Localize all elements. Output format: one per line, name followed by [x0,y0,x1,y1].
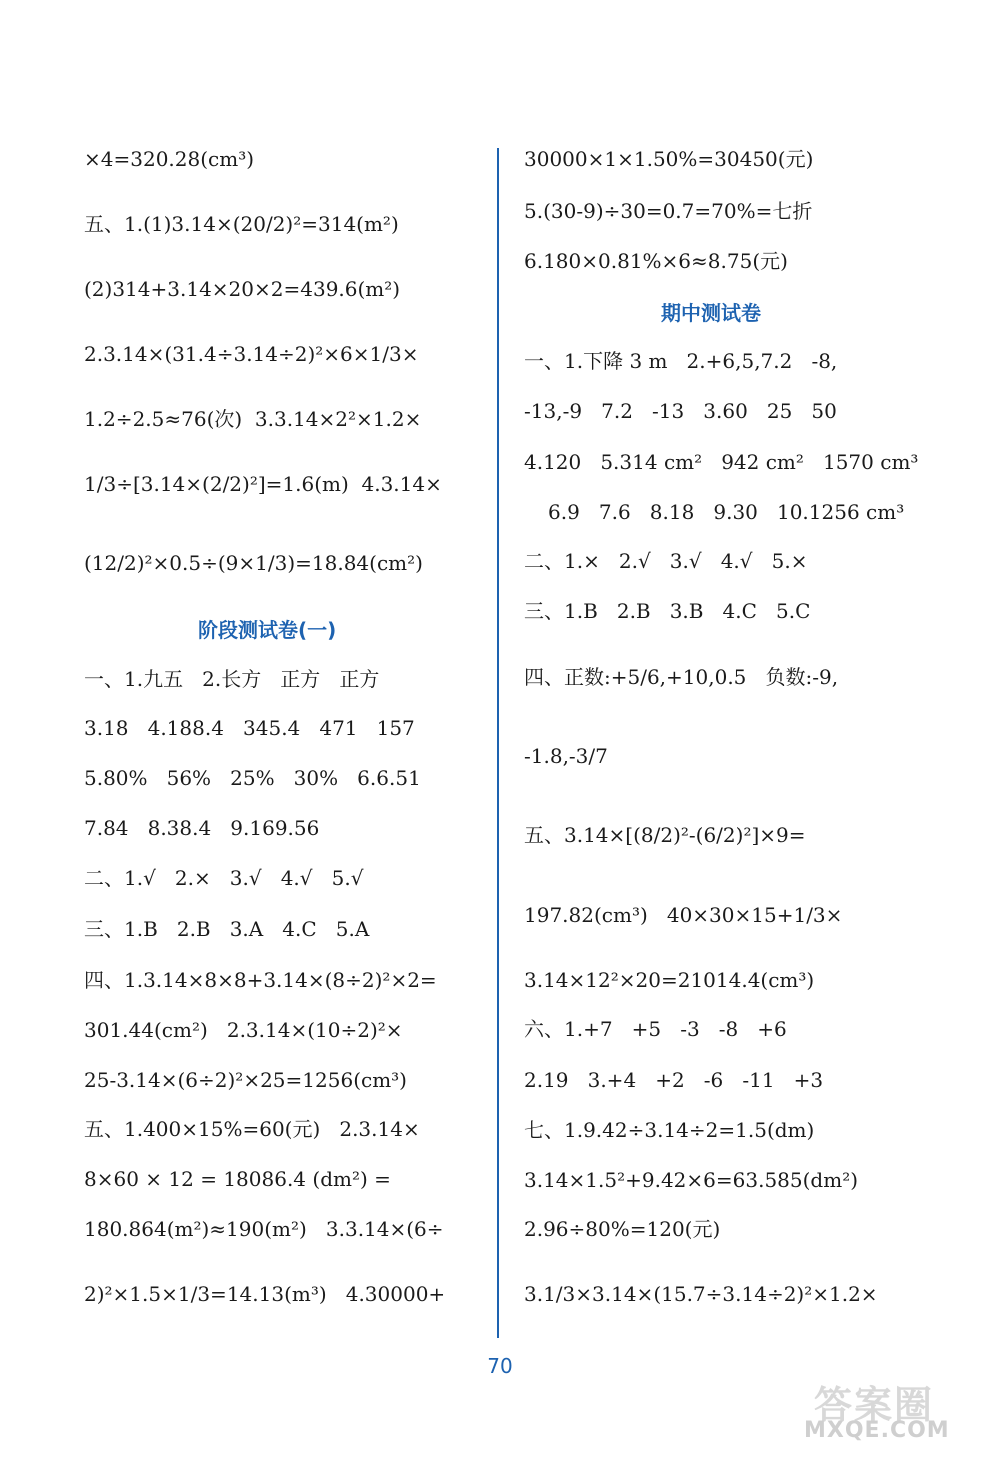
left-line-9: 3.18 4.188.4 345.4 471 157 [84,716,415,740]
right-line-6: 4.120 5.314 cm² 942 cm² 1570 cm³ [524,450,919,474]
left-line-6: 1/3÷[3.14×(2/2)²]=1.6(m) 4.3.14× [84,472,442,496]
right-line-20: 3.1/3×3.14×(15.7÷3.14÷2)²×1.2× [524,1282,878,1306]
left-line-4: 2.3.14×(31.4÷3.14÷2)²×6×1/3× [84,342,419,366]
right-line-2: 5.(30-9)÷30=0.7=70%=七折 [524,199,813,223]
left-line-8: 一、1.九五 2.长方 正方 正方 [84,667,380,691]
right-line-10: 四、正数:+5/6,+10,0.5 负数:-9, [524,665,839,689]
right-line-12: 五、3.14×[(8/2)²-(6/2)²]×9= [524,823,806,847]
left-line-10: 5.80% 56% 25% 30% 6.6.51 [84,766,421,790]
left-line-12: 二、1.√ 2.× 3.√ 4.√ 5.√ [84,866,364,890]
left-line-5: 1.2÷2.5≈76(次) 3.3.14×2²×1.2× [84,407,422,431]
right-line-9: 三、1.B 2.B 3.B 4.C 5.C [524,599,811,623]
left-line-11: 7.84 8.38.4 9.169.56 [84,816,320,840]
watermark-top-text: 答案圈 [814,1383,935,1427]
left-line-15: 301.44(cm²) 2.3.14×(10÷2)²× [84,1018,403,1042]
column-divider [497,148,499,1338]
right-line-17: 七、1.9.42÷3.14÷2=1.5(dm) [524,1118,815,1142]
right-line-1: 30000×1×1.50%=30450(元) [524,147,814,171]
right-line-18: 3.14×1.5²+9.42×6=63.585(dm²) [524,1168,859,1192]
left-line-17: 五、1.400×15%=60(元) 2.3.14× [84,1117,420,1141]
right-line-14: 3.14×12²×20=21014.4(cm³) [524,968,815,992]
left-line-20: 2)²×1.5×1/3=14.13(m³) 4.30000+ [84,1282,446,1306]
right-line-15: 六、1.+7 +5 -3 -8 +6 [524,1017,787,1041]
right-line-8: 二、1.× 2.√ 3.√ 4.√ 5.× [524,549,808,573]
right-line-4: 一、1.下降 3 m 2.+6,5,7.2 -8, [524,349,838,373]
right-line-16: 2.19 3.+4 +2 -6 -11 +3 [524,1068,824,1092]
right-line-7: 6.9 7.6 8.18 9.30 10.1256 cm³ [548,500,905,524]
right-line-13: 197.82(cm³) 40×30×15+1/3× [524,903,843,927]
left-line-13: 三、1.B 2.B 3.A 4.C 5.A [84,917,370,941]
site-watermark-logo [794,1374,984,1446]
left-line-3: (2)314+3.14×20×2=439.6(m²) [84,277,401,301]
right-line-5: -13,-9 7.2 -13 3.60 25 50 [524,399,837,423]
left-line-14: 四、1.3.14×8×8+3.14×(8÷2)²×2= [84,968,437,992]
left-line-1: ×4=320.28(cm³) [84,147,255,171]
left-line-7: (12/2)²×0.5÷(9×1/3)=18.84(cm²) [84,551,423,575]
right-line-19: 2.96÷80%=120(元) [524,1217,721,1241]
right-line-3: 6.180×0.81%×6≈8.75(元) [524,249,788,273]
left-line-2: 五、1.(1)3.14×(20/2)²=314(m²) [84,212,399,236]
left-line-16: 25-3.14×(6÷2)²×25=1256(cm³) [84,1068,407,1092]
section-heading-midterm-test: 期中测试卷 [661,301,761,325]
right-line-11: -1.8,-3/7 [524,744,608,768]
section-heading-stage-test: 阶段测试卷(一) [198,618,337,642]
page-number: 70 [487,1354,513,1378]
watermark-bottom-text: MXQE.COM [804,1418,950,1443]
left-line-19: 180.864(m²)≈190(m²) 3.3.14×(6÷ [84,1217,444,1241]
left-line-18: 8×60 × 12 = 18086.4 (dm²) = [84,1167,391,1191]
